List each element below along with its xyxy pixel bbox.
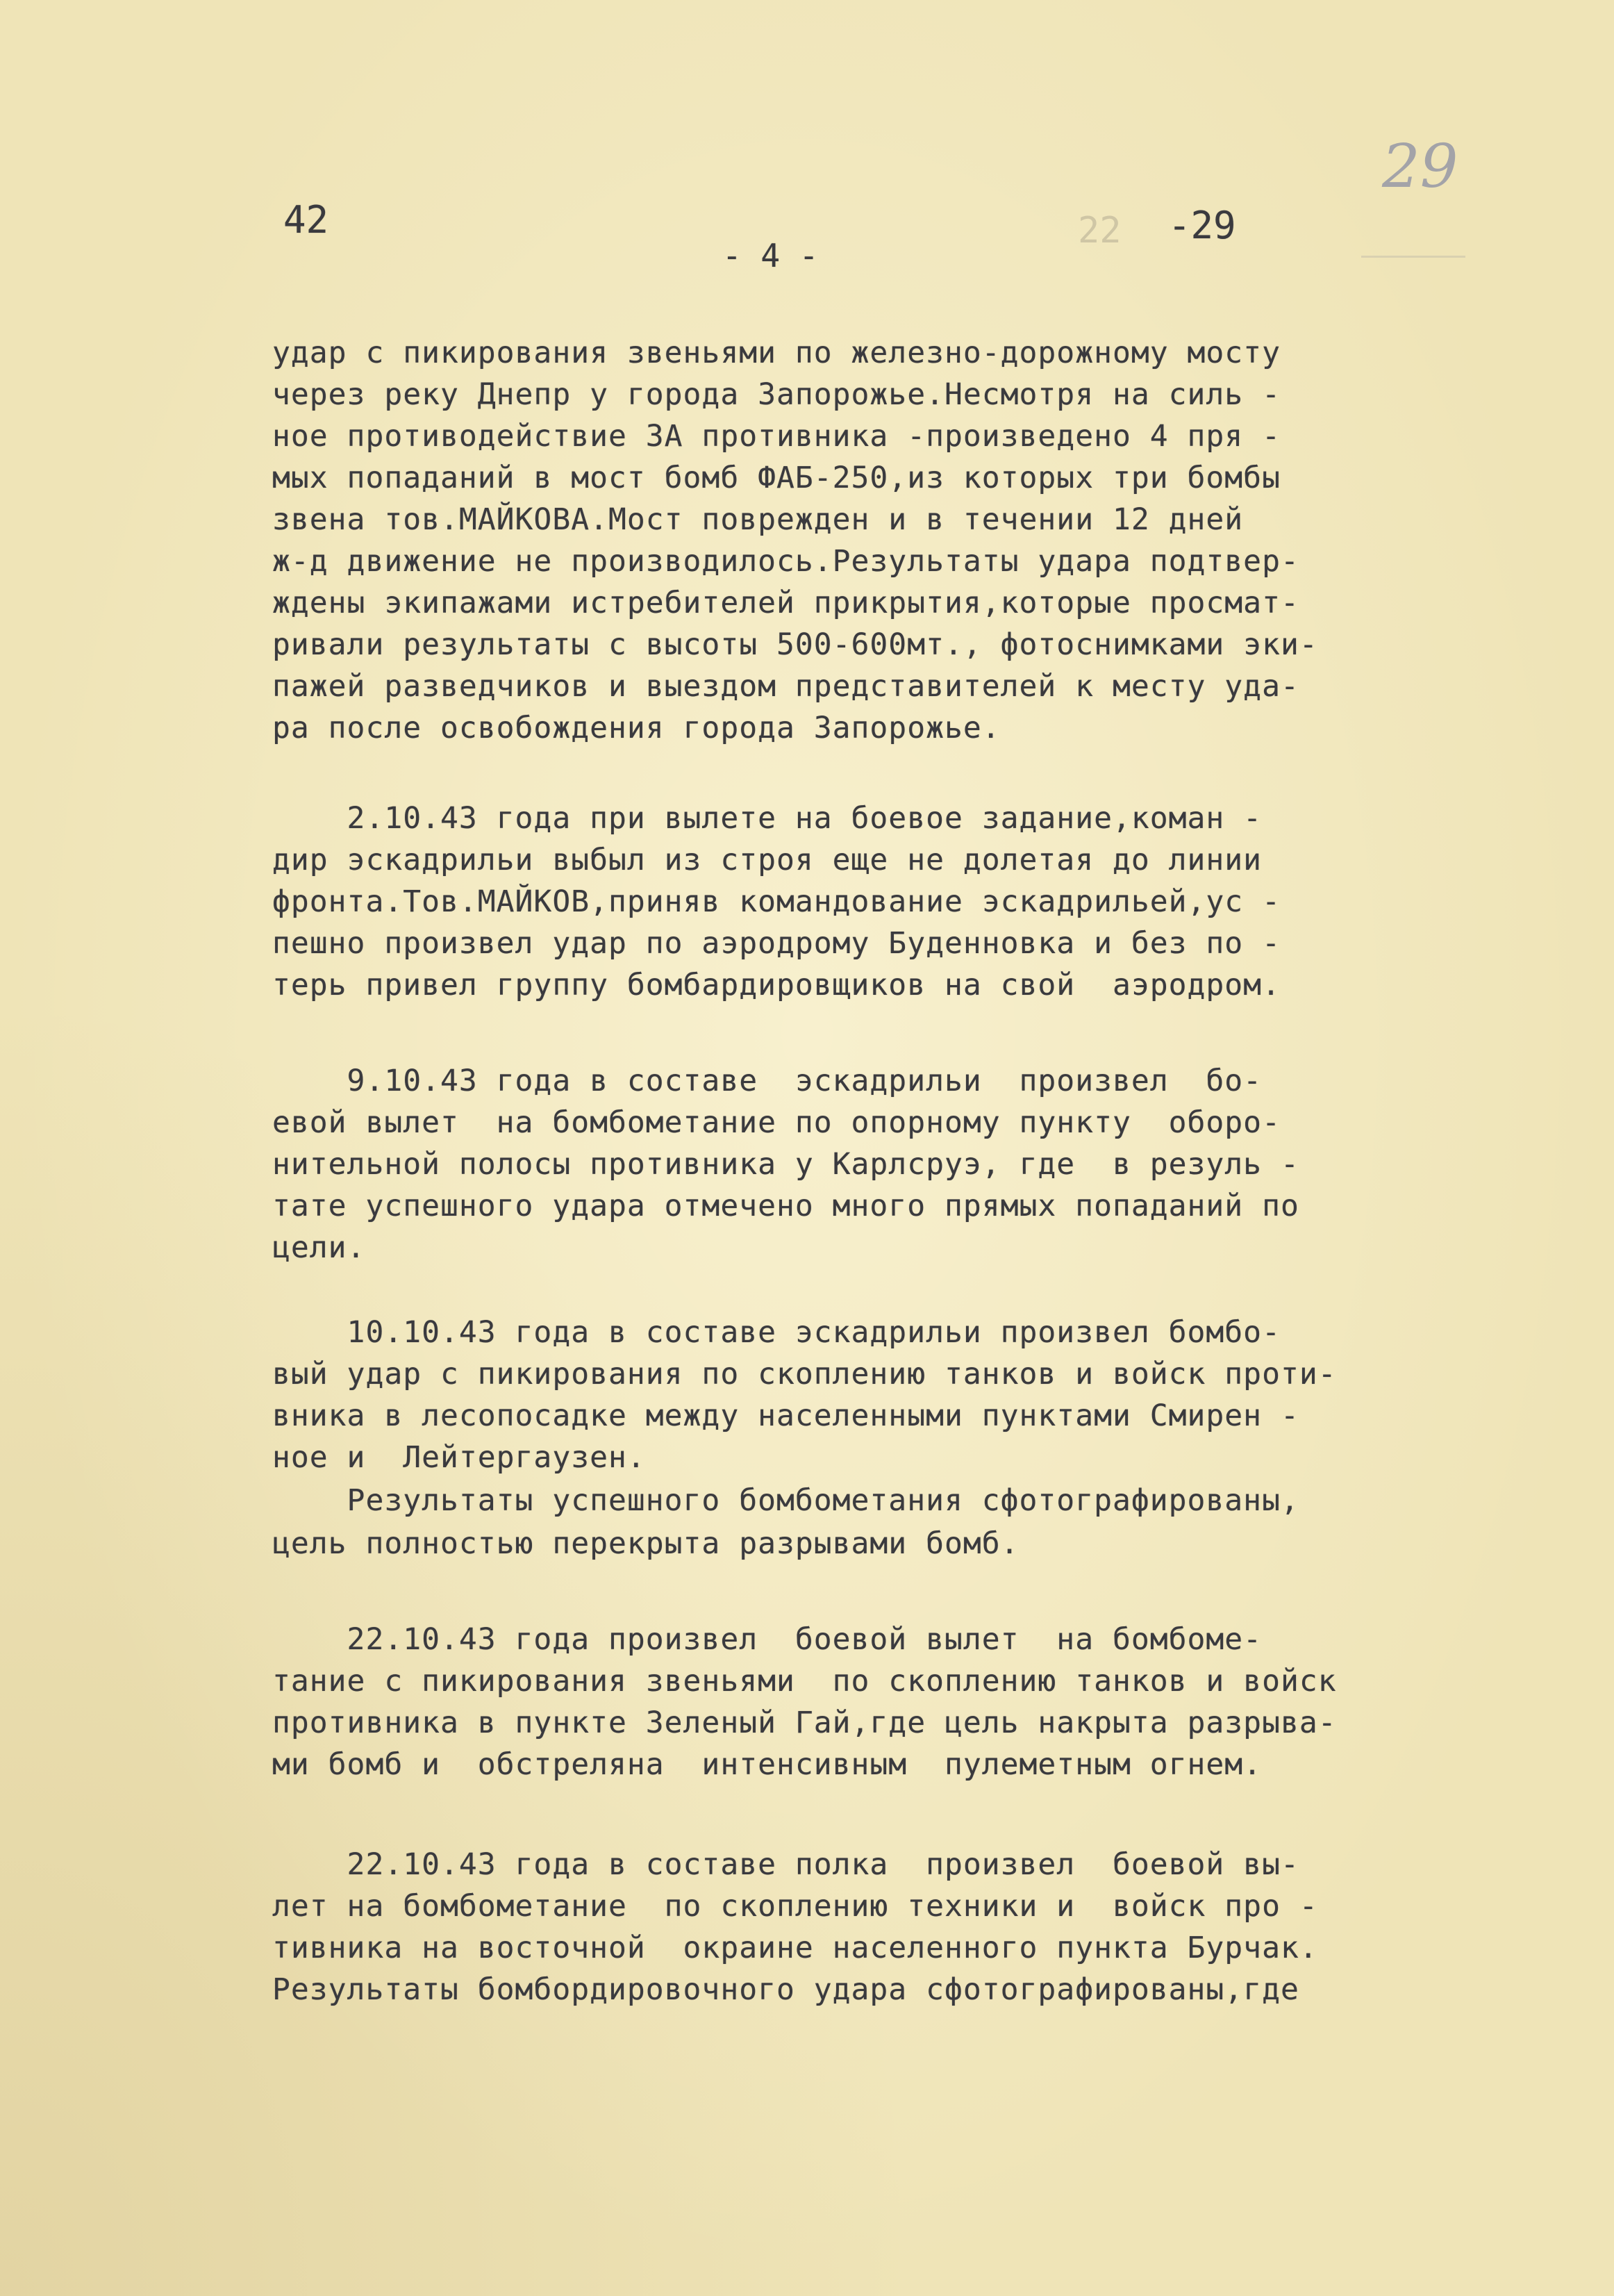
text-line: пешно произвел удар по аэродрому Буденновка и без по - bbox=[272, 926, 1281, 961]
text-line: ждены экипажами истребителей прикрытия,которые просмат- bbox=[272, 586, 1299, 620]
text-line: тание с пикирования звеньями по скоплению танков и войск bbox=[272, 1664, 1337, 1699]
text-line: тивника на восточной окраине населенного пункта Бурчак. bbox=[272, 1931, 1318, 1965]
text-line: ное и Лейтергаузен. bbox=[272, 1440, 646, 1475]
text-line: ривали результаты с высоты 500-600мт., фотоснимками эки- bbox=[272, 627, 1318, 662]
text-line: цели. bbox=[272, 1230, 366, 1265]
text-line: терь привел группу бомбардировщиков на свой аэродром. bbox=[272, 968, 1281, 1002]
text-line: 22.10.43 года произвел боевой вылет на бомбоме- bbox=[272, 1622, 1263, 1657]
pencil-underline bbox=[1361, 256, 1465, 258]
text-line: звена тов.МАЙКОВА.Мост поврежден и в течении 12 дней bbox=[272, 502, 1244, 537]
text-line: мых попаданий в мост бомб ФАБ-250,из которых три бомбы bbox=[272, 461, 1281, 495]
text-line: нительной полосы противника у Карлсруэ, где в резуль - bbox=[272, 1147, 1299, 1182]
text-line: 10.10.43 года в составе эскадрильи произвел бомбо- bbox=[272, 1315, 1281, 1350]
text-line: Результаты успешного бомбометания сфотографированы, bbox=[272, 1483, 1299, 1518]
text-line: вый удар с пикирования по скоплению танков и войск проти- bbox=[272, 1357, 1337, 1391]
text-line: 2.10.43 года при вылете на боевое задание,коман - bbox=[272, 801, 1263, 836]
folio-number: -29 bbox=[1168, 204, 1236, 247]
text-line: противника в пункте Зеленый Гай,где цель накрыта разрыва- bbox=[272, 1706, 1337, 1740]
page-number: - 4 - bbox=[722, 237, 819, 274]
text-line: ми бомб и обстреляна интенсивным пулеметным огнем. bbox=[272, 1747, 1263, 1782]
archive-sheet-number: 42 bbox=[283, 198, 329, 242]
text-line: через реку Днепр у города Запорожье.Несмотря на силь - bbox=[272, 377, 1281, 412]
text-line: пажей разведчиков и выездом представителей к месту уда- bbox=[272, 669, 1299, 704]
text-line: дир эскадрильи выбыл из строя еще не долетая до линии bbox=[272, 843, 1263, 877]
text-line: 9.10.43 года в составе эскадрильи произвел бо- bbox=[272, 1064, 1263, 1098]
pencil-folio-number: 29 bbox=[1382, 132, 1458, 201]
text-line: 22.10.43 года в составе полка произвел боевой вы- bbox=[272, 1847, 1299, 1882]
text-line: вника в лесопосадке между населенными пунктами Смирен - bbox=[272, 1398, 1299, 1433]
text-line: ное противодействие ЗА противника -произведено 4 пря - bbox=[272, 419, 1281, 454]
text-line: ра после освобождения города Запорожье. bbox=[272, 711, 1001, 745]
text-line: Результаты бомбордировочного удара сфотографированы,где bbox=[272, 1972, 1299, 2007]
faint-mark: 22 bbox=[1078, 210, 1122, 251]
text-line: фронта.Тов.МАЙКОВ,приняв командование эскадрильей,ус - bbox=[272, 884, 1281, 919]
text-line: тате успешного удара отмечено много прямых попаданий по bbox=[272, 1189, 1299, 1223]
text-line: удар с пикирования звеньями по железно-дорожному мосту bbox=[272, 336, 1281, 370]
text-line: цель полностью перекрыта разрывами бомб. bbox=[272, 1526, 1020, 1561]
text-line: евой вылет на бомбометание по опорному пункту оборо- bbox=[272, 1105, 1281, 1140]
text-line: ж-д движение не производилось.Результаты удара подтвер- bbox=[272, 544, 1299, 579]
text-line: лет на бомбометание по скоплению техники и войск про - bbox=[272, 1889, 1318, 1924]
